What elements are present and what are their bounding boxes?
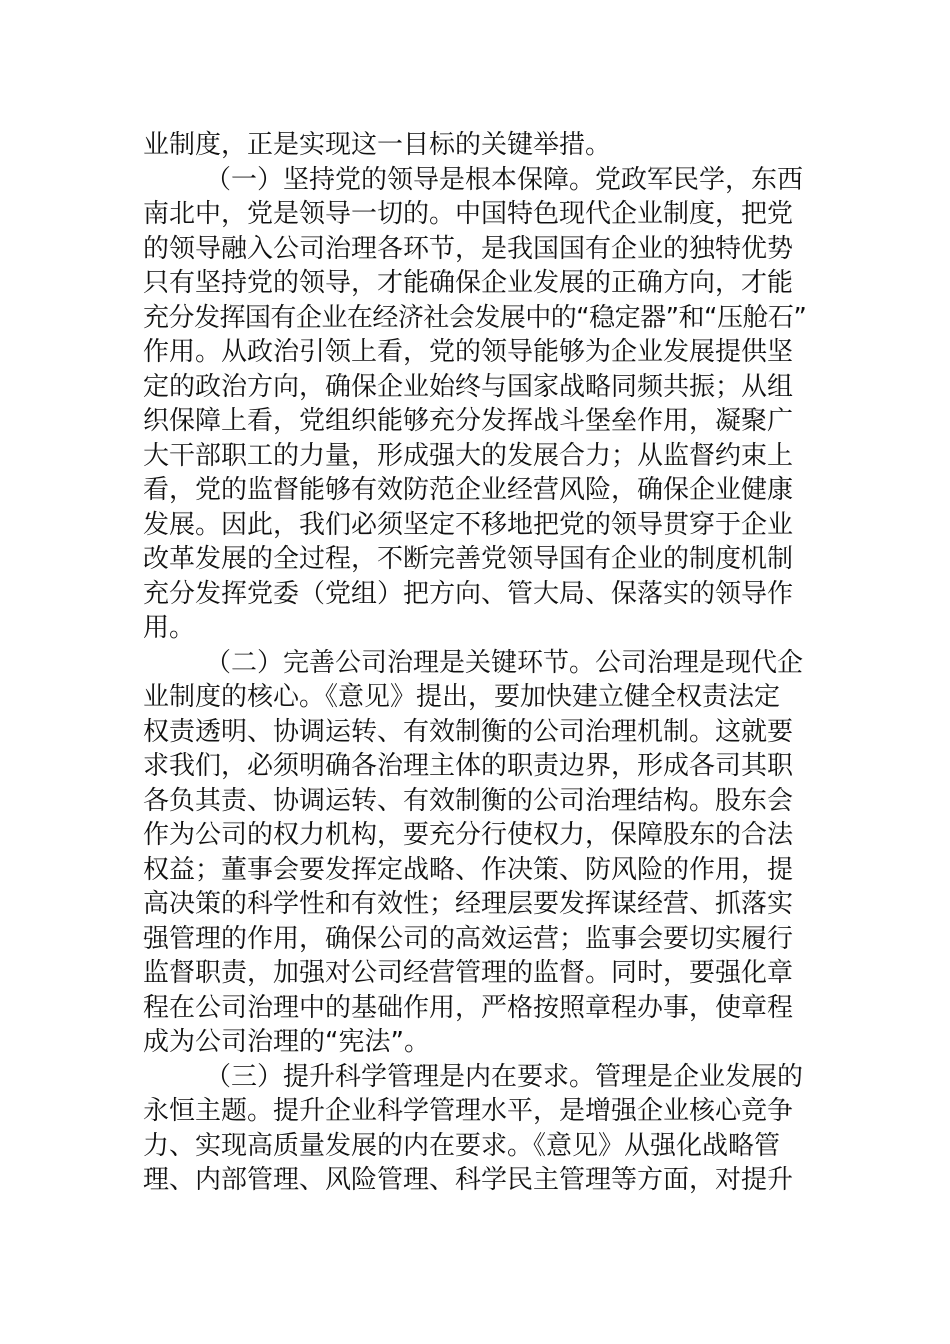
text-line: 永恒主题。提升企业科学管理水平，是增强企业核心竞争 xyxy=(143,1096,794,1126)
text-line: 织保障上看，党组织能够充分发挥战斗堡垒作用，凝聚广 xyxy=(143,406,794,436)
text-line: 的领导融入公司治理各环节，是我国国有企业的独特优势 xyxy=(143,233,794,264)
paragraph-first-line: （二）完善公司治理是关键环节。公司治理是现代企 xyxy=(205,647,804,678)
text-line: 用。 xyxy=(143,613,196,643)
text-line: 高决策的科学性和有效性；经理层要发挥谋经营、抓落实 xyxy=(143,889,794,919)
paragraph-first-line: （三）提升科学管理是内在要求。管理是企业发展的 xyxy=(205,1061,804,1092)
text-line: 发展。因此，我们必须坚定不移地把党的领导贯穿于企业 xyxy=(143,509,794,540)
text-line: 强管理的作用，确保公司的高效运营；监事会要切实履行 xyxy=(143,923,794,954)
text-line: 充分发挥党委（党组）把方向、管大局、保落实的领导作 xyxy=(143,578,794,609)
text-line: 力、实现高质量发展的内在要求。《意见》从强化战略管 xyxy=(143,1130,781,1161)
text-line: 业制度的核心。《意见》提出，要加快建立健全权责法定 xyxy=(143,682,781,712)
text-line: 业制度，正是实现这一目标的关键举措。 xyxy=(143,130,612,160)
text-line: 定的政治方向，确保企业始终与国家战略同频共振；从组 xyxy=(143,371,794,402)
body-text xyxy=(143,128,807,1198)
text-line: 充分发挥国有企业在经济社会发展中的“稳定器”和“压舱石” xyxy=(143,302,807,333)
text-line: 大干部职工的力量，形成强大的发展合力；从监督约束上 xyxy=(143,440,794,471)
text-line: 作用。从政治引领上看，党的领导能够为企业发展提供坚 xyxy=(143,337,794,367)
paragraph-first-line: （一）坚持党的领导是根本保障。党政军民学，东西 xyxy=(205,164,804,195)
text-line: 监督职责，加强对公司经营管理的监督。同时，要强化章 xyxy=(143,958,794,988)
text-line: 程在公司治理中的基础作用，严格按照章程办事，使章程 xyxy=(143,992,794,1023)
text-line: 作为公司的权力机构，要充分行使权力，保障股东的合法 xyxy=(143,820,794,850)
text-line: 只有坚持党的领导，才能确保企业发展的正确方向，才能 xyxy=(143,268,794,298)
text-line: 改革发展的全过程，不断完善党领导国有企业的制度机制 xyxy=(143,544,794,574)
text-line: 看，党的监督能够有效防范企业经营风险，确保企业健康 xyxy=(143,475,794,505)
text-line: 理、内部管理、风险管理、科学民主管理等方面，对提升 xyxy=(143,1165,794,1195)
text-line: 权责透明、协调运转、有效制衡的公司治理机制。这就要 xyxy=(143,716,794,747)
text-line: 南北中，党是领导一切的。中国特色现代企业制度，把党 xyxy=(143,199,794,229)
text-line: 各负其责、协调运转、有效制衡的公司治理结构。股东会 xyxy=(143,785,794,816)
text-line: 成为公司治理的“宪法”。 xyxy=(143,1027,430,1057)
text-line: 权益；董事会要发挥定战略、作决策、防风险的作用，提 xyxy=(143,854,794,885)
text-line: 求我们，必须明确各治理主体的职责边界，形成各司其职 xyxy=(143,751,794,781)
